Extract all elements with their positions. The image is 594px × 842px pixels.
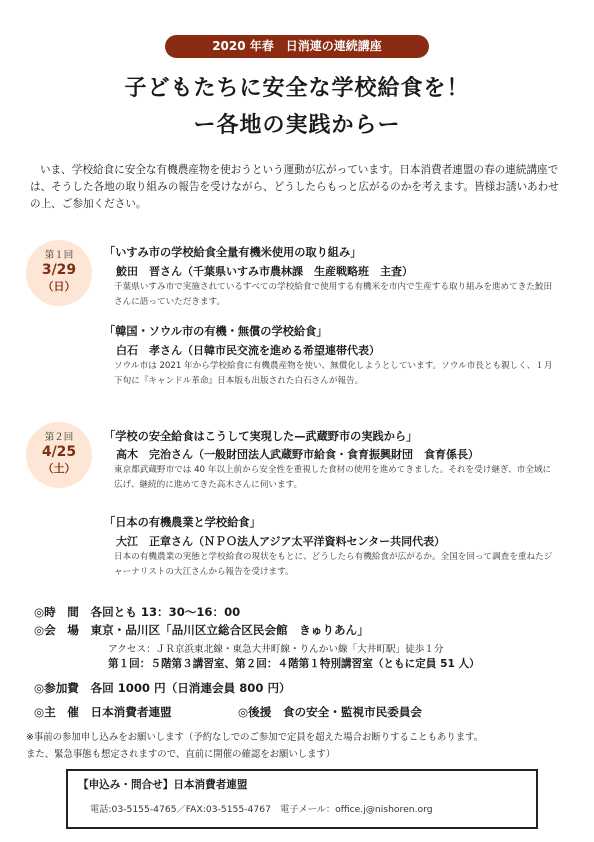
- session-2-date-badge: [26, 422, 92, 488]
- page-subtitle: ー各地の実践からー: [193, 113, 401, 138]
- supporter: ◎後援 食の安全・監視市民委員会: [238, 705, 423, 719]
- registration-note: ※事前の参加申し込みをお願いします（予約なしでのご参加で定員を超えた場合お断りすることもあります。: [26, 732, 484, 743]
- session-1-date-badge: [26, 240, 92, 306]
- talk-title: 「韓国・ソウル市の有機・無償の学校給食」: [104, 325, 328, 338]
- talk-description: 日本の有機農業の実態と学校給食の現状をもとに、どうしたら有機給食が広がるか。全国を回って調査を重ねたジャーナリストの大江さんから報告を受けます。: [114, 552, 553, 577]
- venue-rooms: 第１回：５階第３講習室、第２回：４階第１特別講習室（ともに定員 51 人）: [108, 658, 480, 670]
- talk-title: 「学校の安全給食はこうして実現した—武蔵野市の実践から」: [104, 430, 418, 443]
- series-banner: 2020 年春 日消連の連続講座: [165, 35, 429, 58]
- contact-box: [66, 769, 538, 829]
- talk-title: 「日本の有機農業と学校給食」: [104, 516, 261, 529]
- session-weekday: （日）: [42, 280, 76, 293]
- session-date: 3/29: [41, 262, 77, 278]
- participation-fee: ◎参加費 各回 1000 円（日消連会員 800 円）: [34, 681, 291, 695]
- contact-label: 【申込み・問合せ】日本消費者連盟: [78, 779, 248, 791]
- talk-speaker: 高木 完治さん（一般財団法人武蔵野市給食・食育振興財団 食育係長）: [116, 448, 479, 461]
- session-number: 第２回: [44, 432, 74, 443]
- event-venue: ◎会 場 東京・品川区「品川区立総合区民会館 きゅりあん」: [34, 623, 369, 637]
- organizer: ◎主 催 日本消費者連盟: [34, 705, 172, 719]
- session-number: 第１回: [44, 250, 74, 261]
- intro-paragraph: いま、学校給食に安全な有機農産物を使おうという運動が広がっています。日本消費者連盟の春の連続講座では、そうした各地の取り組みの報告を受けながら、どうしたらもっと広がるのかを考えます。皆様お誘いあわせの上、ご参加ください。: [30, 164, 559, 210]
- talk-description: 東京都武蔵野市では 40 年以上前から安全性を重視した食材の使用を進めてきました。それを受け継ぎ、市全域に広げ、継続的に進めてきた高木さんに伺います。: [114, 465, 552, 490]
- session-date: 4/25: [41, 444, 77, 460]
- page-title: 子どもたちに安全な学校給食を！: [124, 76, 470, 101]
- session-weekday: （土）: [42, 462, 76, 475]
- talk-title: 「いすみ市の学校給食全量有機米使用の取り組み」: [104, 246, 362, 259]
- talk-description: 千葉県いすみ市で実施されているすべての学校給食で使用する有機米を市内で生産する取り組みを進めてきた鮫田さんに語っていただきます。: [114, 282, 553, 307]
- contact-details: 電話:03-5155-4765／FAX:03-5155-4767 電子メール：office.j@nishoren.org: [90, 804, 433, 815]
- talk-speaker: 白石 孝さん（日韓市民交流を進める希望連帯代表）: [116, 344, 380, 357]
- emergency-note: また、緊急事態も想定されますので、直前に開催の確認をお願いします）: [26, 749, 336, 760]
- event-time: ◎時 間 各回とも 13：30〜16：00: [34, 605, 241, 619]
- venue-access: アクセス：ＪＲ京浜東北線・東急大井町線・りんかい線「大井町駅」徒歩１分: [108, 644, 444, 655]
- talk-description: ソウル市は 2021 年から学校給食に有機農産物を使い、無償化しようとしています。ソウル市長とも親しく、１月下旬に『キャンドル革命』日本版も出版された白石さんが報告。: [114, 361, 553, 386]
- talk-speaker: 鮫田 晋さん（千葉県いすみ市農林課 生産戦略班 主査）: [116, 265, 413, 278]
- talk-speaker: 大江 正章さん（ＮＰＯ法人アジア太平洋資料センター共同代表）: [116, 535, 446, 548]
